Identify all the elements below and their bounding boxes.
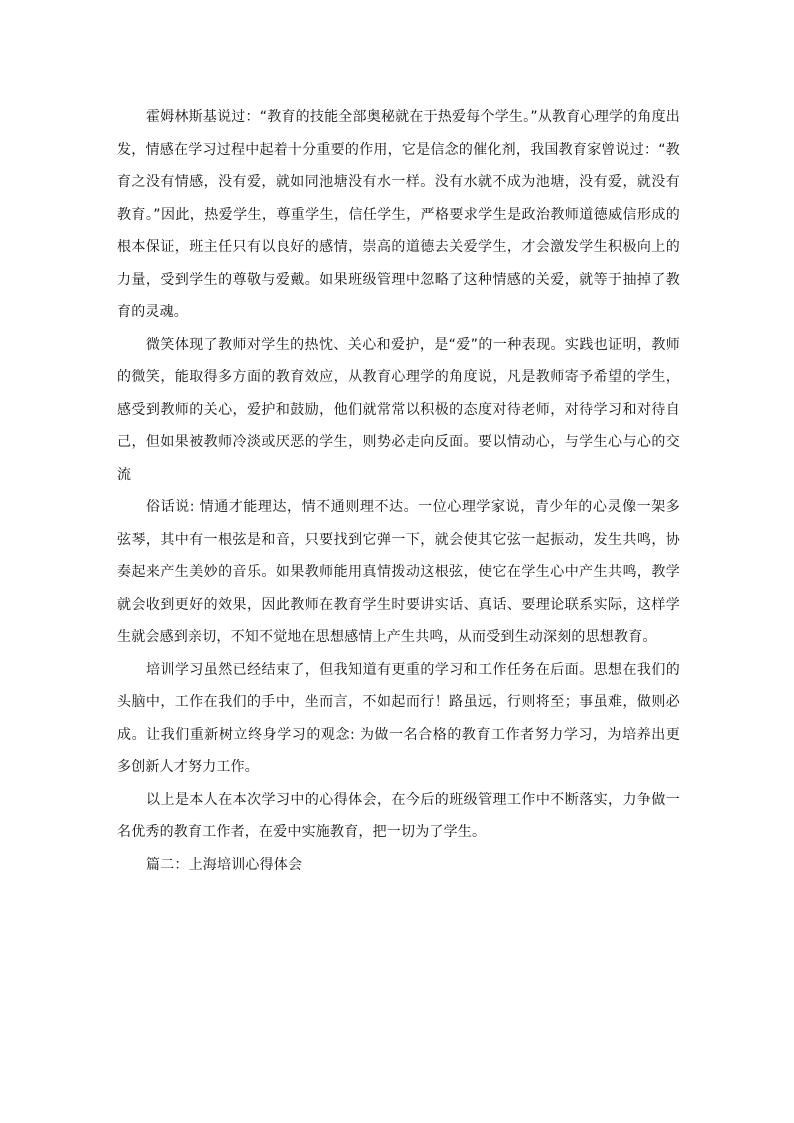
paragraph-3: 俗话说: 情通才能理达，情不通则理不达。一位心理学家说，青少年的心灵像一架多弦琴，其中有一根弦是和音，只要找到它弹一下，就会使其它弦一起振动，发生共鸣，协奏起来产生美妙的音乐。如果教师能用真情拨动这根弦，使它在学生心中产生共鸣，教学就会收到更好的效果，因此教师在教育学生时要讲实话、真话、要理论联系实际，这样学生就会感到亲切，不知不觉地在思想感情上产生共鸣，从而受到生动深刻的思想教育。 xyxy=(117,499,680,645)
paragraph-4: 培训学习虽然已经结束了，但我知道有更重的学习和工作任务在后面。思想在我们的头脑中，工作在我们的手中，坐而言，不如起而行！路虽远，行则将至；事虽难，做则必成。让我们重新树立终身学习的观念: 为做一名合格的教育工作者努力学习，为培养出更多创新人才努力工作。 xyxy=(117,661,680,775)
section-heading: 篇二：上海培训心得体会 xyxy=(146,856,303,873)
paragraph-5: 以上是本人在本次学习中的心得体会，在今后的班级管理工作中不断落实，力争做一名优秀的教育工作者，在爱中实施教育，把一切为了学生。 xyxy=(117,791,680,840)
document-body xyxy=(117,101,680,881)
paragraph-2: 微笑体现了教师对学生的热忱、关心和爱护，是“爱”的一种表现。实践也证明，教师的微笑，能取得多方面的教育效应，从教育心理学的角度说，凡是教师寄予希望的学生，感受到教师的关心，爱护和鼓励，他们就常常以积极的态度对待老师，对待学习和对待自己，但如果被教师冷淡或厌恶的学生，则势必走向反面。要以情动心，与学生心与心的交流 xyxy=(117,336,680,483)
paragraph-1: 霍姆林斯基说过：“教育的技能全部奥秘就在于热爱每个学生。”从教育心理学的角度出发，情感在学习过程中起着十分重要的作用，它是信念的催化剂，我国教育家曾说过：“教育之没有情感，没有爱，就如同池塘没有水一样。没有水就不成为池塘，没有爱，就没有教育。”因此，热爱学生，尊重学生，信任学生，严格要求学生是政治教师道德威信形成的根本保证，班主任只有以良好的感情，崇高的道德去关爱学生，才会激发学生积极向上的力量，受到学生的尊敬与爱戴。如果班级管理中忽略了这种情感的关爱，就等于抽掉了教育的灵魂。 xyxy=(117,109,680,320)
